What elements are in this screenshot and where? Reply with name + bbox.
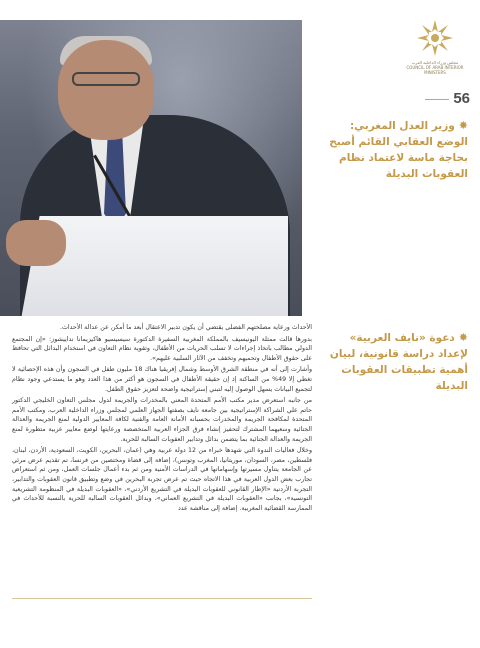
body-paragraph: وخلال فعاليات الندوة التي شهدها خبراء من 12 دولة عربية وهي (عمان، البحرين، الكويت، السعودية، الأردن، لبنان، فلسطين، مصر، السودان، موريتانيا، المغرب وتونس)، إضافة إلى قضاة ومختصين من فرنسا، تم تقديم عرض مرئي عن الجامعة يتناول مسيرتها وإسهاماتها في الدراسات الأمنية ومن ثم بدء أعمال جلسات العمل، ومن ثم استعراض تجارب بعض الدول العربية في هذا الاتجاه حيث تم عرض تجربة البحرين في وضع وتطبيق قانون العقوبات والتدابير، التجربة الأردنية «الإطار القانوني للعقوبات البديلة في التشريع الأردني»، «العقوبات البديلة في المنظومة التشريعية التونسية»، بجانب «العقوبات البديلة في التشريع العماني»، وبدائل العقوبات السالبة للحرية بالنسبة للأحداث في الممارسة القضائية المغربية. إضافة إلى مناقشة عدد xyxy=(12,447,313,512)
article-body xyxy=(12,323,312,515)
footer-divider xyxy=(12,598,312,599)
body-paragraph: بدورها قالت ممثلة اليونيسيف بالمملكة المغربية السفيرة الدكتورة سيسيسيو هاكيزيمانا نداييشوز: «إن المجتمع الدولي مطالب باتخاذ إجراءات لا تسلب الحريات من الأطفال، وتقوية نظام التعاون في استخدام البدائل التي تحافظ على حقوق الأطفال وتحميهم وتخفف من الآثار السلبية عليهم». xyxy=(12,335,312,362)
logo-text xyxy=(402,60,468,75)
speaker-photo xyxy=(0,20,302,316)
headline-block-2 xyxy=(318,330,468,394)
body-paragraph: الأحداث ورعاية مصلحتهم الفضلى يقتضي أن يكون تدبير الاعتقال أبعد ما أمكن عن عدالة الأحداث. xyxy=(59,324,312,331)
logo-text-arabic: مجلس وزراء الداخلية العرب xyxy=(411,60,459,65)
logo-text-english: COUNCIL OF ARAB INTERIOR MINISTERS xyxy=(406,65,464,75)
speaker-head xyxy=(58,40,154,140)
body-paragraph: من جانبه استعرض مدير مكتب الأمم المتحدة المعني بالمخدرات والجريمة لدول مجلس التعاون الخليجي الدكتور حاتم علي الشراكة الإستراتيجية بين جامعة نايف بصفتها الجهاز العلمي لمجلس وزراء الداخلية العرب، ومكتب الأمم المتحدة لمكافحة الجريمة والمخدرات بحسبانه الأمانة العامة والفنية لكافة المعايير الدولية لمنع الجريمة والعدالة الجنائية وسعيهما المشترك لتحفيز إنشاء فرق الجزاء العربية المتخصصة ورعايتها لوضع معايير عربية متطورة لمنع الجريمة والعدالة الجنائية بما يتضمن بدائل وتدابير العقوبات السالبة للحرية. xyxy=(12,397,312,443)
bullet-star-icon: ✸ xyxy=(458,119,468,132)
headline-2-text: دعوة «نايف العربية» لإعداد دراسة قانونية، لبيان أهمية تطبيقات العقوبات البديلة xyxy=(329,332,468,392)
headline-1 xyxy=(318,118,468,182)
headline-1-text: وزير العدل المغربي: الوضع العقابي القائم أصبح بحاجة ماسة لاعتماد نظام العقوبات البديلة xyxy=(329,120,468,180)
bullet-star-icon: ✸ xyxy=(458,331,468,344)
headline-block-1 xyxy=(318,118,468,182)
logo-star-icon xyxy=(415,18,455,58)
page-number: 56 xyxy=(425,90,470,107)
speaker-glasses xyxy=(72,72,140,86)
headline-2 xyxy=(318,330,468,394)
speaker-hand xyxy=(6,220,66,266)
logo xyxy=(402,18,468,75)
body-paragraph: وأشارت إلى أنه في منطقة الشرق الأوسط وشمال إفريقيا هناك 18 مليون طفل في السجون وأن هذه الإحصائية لا تغطي إلا 49% من الساكنة إذ إن حقيقة الأطفال في السجون هو أكثر من هذا العدد وهو ما يستدعي وجود نظام لتجميع البيانات يسهل الوصول إليه لتبني إستراتيجية واضحة لتعزيز حقوق الطفل. xyxy=(12,366,312,393)
